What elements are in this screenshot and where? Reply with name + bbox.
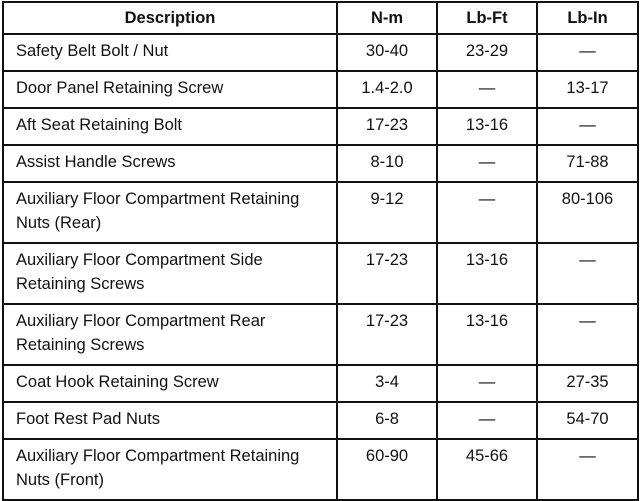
torque-spec-table <box>2 1 639 501</box>
cell-description: Door Panel Retaining Screw <box>3 71 337 108</box>
cell-lbin: 54-70 <box>537 402 638 439</box>
cell-nm: 17-23 <box>337 243 437 304</box>
cell-nm: 60-90 <box>337 439 437 500</box>
cell-description: Auxiliary Floor Compartment Side Retaining Screws <box>3 243 337 304</box>
table-row <box>3 145 638 182</box>
table-row <box>3 243 638 304</box>
cell-lbft: — <box>437 71 537 108</box>
cell-nm: 3-4 <box>337 365 437 402</box>
header-lbft: Lb-Ft <box>437 2 537 34</box>
cell-lbin: 71-88 <box>537 145 638 182</box>
cell-lbin: — <box>537 34 638 71</box>
cell-nm: 30-40 <box>337 34 437 71</box>
table-row <box>3 71 638 108</box>
table-row <box>3 108 638 145</box>
table-row <box>3 439 638 500</box>
table-row <box>3 365 638 402</box>
header-lbin: Lb-In <box>537 2 638 34</box>
table-row <box>3 34 638 71</box>
cell-lbin: 13-17 <box>537 71 638 108</box>
cell-lbft: 13-16 <box>437 304 537 365</box>
cell-lbin: — <box>537 439 638 500</box>
cell-lbft: — <box>437 182 537 243</box>
cell-description: Aft Seat Retaining Bolt <box>3 108 337 145</box>
cell-description: Safety Belt Bolt / Nut <box>3 34 337 71</box>
cell-description: Auxiliary Floor Compartment Retaining Nuts (Front) <box>3 439 337 500</box>
cell-lbft: 13-16 <box>437 243 537 304</box>
header-description: Description <box>3 2 337 34</box>
cell-lbft: — <box>437 402 537 439</box>
cell-description: Auxiliary Floor Compartment Rear Retaining Screws <box>3 304 337 365</box>
cell-description: Auxiliary Floor Compartment Retaining Nuts (Rear) <box>3 182 337 243</box>
cell-lbin: 80-106 <box>537 182 638 243</box>
cell-description: Assist Handle Screws <box>3 145 337 182</box>
cell-lbin: — <box>537 243 638 304</box>
table-row <box>3 304 638 365</box>
cell-description: Foot Rest Pad Nuts <box>3 402 337 439</box>
cell-nm: 9-12 <box>337 182 437 243</box>
cell-lbin: — <box>537 304 638 365</box>
header-nm: N-m <box>337 2 437 34</box>
cell-lbft: — <box>437 365 537 402</box>
cell-lbin: 27-35 <box>537 365 638 402</box>
table-row <box>3 182 638 243</box>
cell-lbft: 45-66 <box>437 439 537 500</box>
cell-nm: 1.4-2.0 <box>337 71 437 108</box>
cell-nm: 6-8 <box>337 402 437 439</box>
cell-description: Coat Hook Retaining Screw <box>3 365 337 402</box>
cell-lbft: 23-29 <box>437 34 537 71</box>
cell-nm: 17-23 <box>337 304 437 365</box>
cell-lbin: — <box>537 108 638 145</box>
cell-lbft: 13-16 <box>437 108 537 145</box>
cell-nm: 8-10 <box>337 145 437 182</box>
table-row <box>3 402 638 439</box>
header-row <box>3 2 638 34</box>
cell-nm: 17-23 <box>337 108 437 145</box>
cell-lbft: — <box>437 145 537 182</box>
